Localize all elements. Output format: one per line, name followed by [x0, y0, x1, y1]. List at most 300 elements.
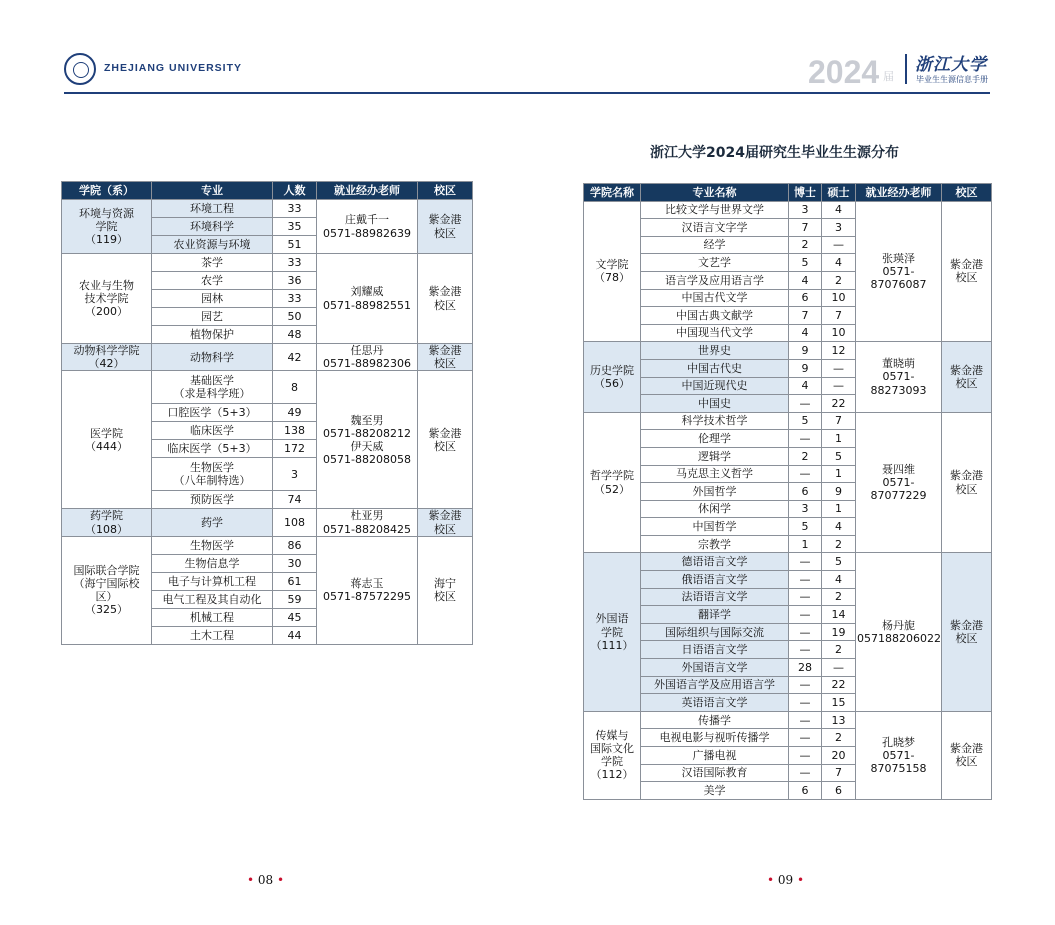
major-cell: 国际组织与国际交流 [641, 623, 789, 641]
campus-cell [418, 254, 473, 344]
college-cell [62, 536, 152, 644]
cell-text: 0571-87572295 [323, 590, 411, 604]
cell-text: 电子与计算机工程 [168, 574, 256, 588]
major-cell: 世界史 [641, 342, 789, 360]
cell-text: 国际联合学院 [73, 563, 140, 577]
cell-text: 基础医学 [190, 374, 234, 388]
college-cell [62, 509, 152, 536]
cell-text: 预防医学 [190, 493, 234, 507]
phd-count-cell: 7 [789, 219, 822, 237]
master-count-cell: 7 [822, 307, 856, 325]
major-cell [152, 254, 273, 272]
cell-text: 生物医学 [190, 461, 234, 475]
count-cell: 42 [273, 344, 317, 371]
master-count-cell: 9 [822, 483, 856, 501]
cell-text: 生物信息学 [184, 556, 240, 570]
cell-text: 孔晓梦 [882, 735, 915, 749]
master-count-cell: 6 [822, 782, 856, 800]
phd-count-cell: 9 [789, 359, 822, 377]
cell-text: 紫金港 [428, 426, 462, 440]
cell-text: 杜亚男 [350, 509, 384, 523]
page-dot-icon: • [247, 873, 255, 887]
major-cell: 宗教学 [641, 535, 789, 553]
master-count-cell: 5 [822, 447, 856, 465]
major-cell [152, 422, 273, 440]
major-cell: 英语语言文学 [641, 694, 789, 712]
phd-count-cell: — [789, 641, 822, 659]
cell-text: 校区 [434, 298, 456, 312]
count-cell: 36 [273, 272, 317, 290]
university-name: ZHEJIANG UNIVERSITY [104, 62, 243, 74]
major-cell: 逻辑学 [641, 447, 789, 465]
major-cell [152, 371, 273, 404]
campus-cell [942, 201, 992, 342]
campus-cell [418, 200, 473, 254]
cell-text: 057188206022 [857, 632, 941, 646]
major-cell [152, 458, 273, 491]
cell-text: 校区 [955, 271, 978, 285]
contact-cell [856, 342, 942, 412]
cell-text: 聂四维 [882, 462, 915, 476]
master-count-cell: 14 [822, 606, 856, 624]
cell-text: 0571-87075158 [870, 748, 927, 775]
major-cell: 翻译学 [641, 606, 789, 624]
page-title: 浙江大学2024届研究生毕业生生源分布 [650, 145, 899, 161]
count-cell: 35 [273, 218, 317, 236]
cell-text: 0571-88982306 [323, 357, 411, 371]
count-cell: 61 [273, 572, 317, 590]
phd-count-cell: 5 [789, 518, 822, 536]
cell-text: 哲学学院 [590, 469, 634, 483]
count-cell: 33 [273, 254, 317, 272]
cell-text: 蒋志玉 [350, 577, 384, 591]
college-cell [584, 201, 641, 342]
master-count-cell: 1 [822, 500, 856, 518]
phd-count-cell: — [789, 764, 822, 782]
major-cell: 中国哲学 [641, 518, 789, 536]
phd-count-cell: 5 [789, 254, 822, 272]
cell-text: 校区 [955, 632, 978, 646]
major-cell [152, 404, 273, 422]
cell-text: 园艺 [201, 309, 223, 323]
cell-text: （求是科学班） [173, 387, 251, 401]
cell-text: 0571-88273093 [870, 370, 927, 397]
master-count-cell: 2 [822, 641, 856, 659]
cell-text: 临床医学 [190, 424, 234, 438]
phd-count-cell: 6 [789, 289, 822, 307]
cell-text: 0571-88982639 [323, 226, 411, 240]
cell-text: （112） [590, 768, 634, 782]
major-cell: 广播电视 [641, 747, 789, 765]
phd-count-cell: 4 [789, 271, 822, 289]
right-distribution-table [583, 183, 992, 800]
major-cell [152, 608, 273, 626]
count-cell: 44 [273, 626, 317, 644]
cell-text: （52） [594, 482, 630, 496]
column-header: 学院（系） [62, 182, 152, 200]
column-header: 校区 [942, 184, 992, 202]
cell-text: 紫金港 [428, 285, 462, 299]
cell-text: 外国语 [595, 612, 629, 626]
cell-text: 校区 [955, 377, 978, 391]
major-cell: 汉语国际教育 [641, 764, 789, 782]
count-cell: 33 [273, 200, 317, 218]
column-header: 博士 [789, 184, 822, 202]
master-count-cell: 12 [822, 342, 856, 360]
major-cell [152, 590, 273, 608]
master-count-cell: 1 [822, 465, 856, 483]
master-count-cell: 10 [822, 289, 856, 307]
column-header: 就业经办老师 [856, 184, 942, 202]
major-cell: 汉语言文字学 [641, 219, 789, 237]
count-cell: 30 [273, 554, 317, 572]
major-cell: 比较文学与世界文学 [641, 201, 789, 219]
major-cell [152, 626, 273, 644]
cell-text: 环境科学 [190, 219, 234, 233]
cell-text: 紫金港 [950, 618, 983, 632]
count-cell: 51 [273, 236, 317, 254]
column-header: 校区 [418, 182, 473, 200]
campus-cell [942, 412, 992, 553]
campus-cell [942, 342, 992, 412]
phd-count-cell: 6 [789, 782, 822, 800]
count-cell: 138 [273, 422, 317, 440]
column-header: 专业 [152, 182, 273, 200]
major-cell: 电视电影与视听传播学 [641, 729, 789, 747]
table-header-row [584, 184, 992, 202]
master-count-cell: 22 [822, 676, 856, 694]
phd-count-cell: — [789, 606, 822, 624]
master-count-cell: 4 [822, 254, 856, 272]
table-header-row [62, 182, 473, 200]
cell-text: 刘耀威 [350, 285, 384, 299]
master-count-cell: 3 [822, 219, 856, 237]
major-cell: 外国语言学及应用语言学 [641, 676, 789, 694]
master-count-cell: — [822, 377, 856, 395]
cell-text: 0571-88208425 [323, 522, 411, 536]
major-cell [152, 272, 273, 290]
major-cell [152, 218, 273, 236]
cell-text: （325） [85, 603, 128, 617]
column-header: 学院名称 [584, 184, 641, 202]
cell-text: 环境与资源 [79, 206, 134, 220]
cell-text: 0571-87076087 [870, 264, 927, 292]
college-cell [584, 412, 641, 553]
major-cell [152, 326, 273, 344]
campus-cell [418, 371, 473, 509]
campus-cell [418, 344, 473, 371]
major-cell: 日语语言文学 [641, 641, 789, 659]
phd-count-cell: 3 [789, 500, 822, 518]
column-header: 硕士 [822, 184, 856, 202]
count-cell: 50 [273, 308, 317, 326]
major-cell: 科学技术哲学 [641, 412, 789, 430]
table-row [62, 509, 473, 536]
count-cell: 59 [273, 590, 317, 608]
cell-text: 农业与生物 [79, 278, 134, 292]
phd-count-cell: 4 [789, 324, 822, 342]
contact-cell [317, 344, 418, 371]
cell-text: 张瑛泽 [882, 251, 915, 265]
cell-text: 紫金港 [950, 469, 983, 483]
page-dot-icon: • [797, 873, 805, 887]
cell-text: 医学院 [90, 426, 123, 440]
college-cell [62, 254, 152, 344]
major-cell [152, 509, 273, 536]
master-count-cell: 13 [822, 711, 856, 729]
major-cell: 中国古典文献学 [641, 307, 789, 325]
cell-text: 校区 [955, 755, 978, 769]
cell-text: 0571-87077229 [870, 476, 927, 503]
phd-count-cell: 2 [789, 236, 822, 254]
count-cell: 8 [273, 371, 317, 404]
contact-cell [856, 553, 942, 711]
major-cell: 伦理学 [641, 430, 789, 448]
table-row [62, 200, 473, 218]
phd-count-cell: 7 [789, 307, 822, 325]
phd-count-cell: 1 [789, 535, 822, 553]
cell-text: 紫金港 [428, 344, 462, 357]
cell-text: （56） [594, 377, 630, 391]
count-cell: 3 [273, 458, 317, 491]
header-separator [905, 54, 907, 84]
master-count-cell: 2 [822, 588, 856, 606]
campus-cell [418, 536, 473, 644]
master-count-cell: 2 [822, 729, 856, 747]
master-count-cell: 15 [822, 694, 856, 712]
major-cell [152, 200, 273, 218]
contact-cell [317, 371, 418, 509]
table-row [62, 344, 473, 371]
master-count-cell: 2 [822, 271, 856, 289]
cell-text: 学院 [95, 219, 118, 233]
cell-text: （108） [85, 522, 128, 536]
cell-text: 动物科学学院 [73, 344, 140, 357]
major-cell: 外国语言文学 [641, 659, 789, 677]
major-cell: 外国哲学 [641, 483, 789, 501]
cell-text: 紫金港 [950, 258, 983, 272]
page-dot-icon: • [767, 873, 775, 887]
cell-text: 董晓萌 [882, 357, 915, 371]
major-cell [152, 290, 273, 308]
count-cell: 45 [273, 608, 317, 626]
master-count-cell: 1 [822, 430, 856, 448]
phd-count-cell: — [789, 553, 822, 571]
contact-cell [856, 201, 942, 342]
cell-text: 机械工程 [190, 610, 234, 624]
major-cell: 语言学及应用语言学 [641, 271, 789, 289]
left-distribution-table [61, 181, 473, 645]
cell-text: 土木工程 [190, 628, 234, 642]
college-cell [62, 344, 152, 371]
cell-text: 校区 [955, 482, 978, 496]
cell-text: 魏至男 [350, 413, 384, 427]
cell-text: 历史学院 [590, 363, 634, 377]
cell-text: 任思丹 [350, 344, 384, 357]
campus-cell [418, 509, 473, 536]
phd-count-cell: — [789, 588, 822, 606]
count-cell: 172 [273, 440, 317, 458]
table-row [584, 342, 992, 360]
count-cell: 33 [273, 290, 317, 308]
major-cell [152, 308, 273, 326]
major-cell: 中国古代文学 [641, 289, 789, 307]
table-row [584, 711, 992, 729]
major-cell: 中国古代史 [641, 359, 789, 377]
cell-text: 技术学院 [84, 291, 129, 305]
table-row [584, 201, 992, 219]
cell-text: （42） [88, 357, 125, 371]
cell-text: 庄戴千一 [345, 213, 389, 227]
cell-text: 环境工程 [190, 201, 234, 215]
cell-text: 紫金港 [428, 213, 462, 227]
master-count-cell: 22 [822, 395, 856, 413]
master-count-cell: 5 [822, 553, 856, 571]
phd-count-cell: — [789, 747, 822, 765]
major-cell: 马克思主义哲学 [641, 465, 789, 483]
cell-text: 学院 [601, 755, 623, 769]
cell-text: 文学院 [595, 258, 629, 272]
major-cell [152, 440, 273, 458]
header-rule [64, 92, 990, 94]
major-cell: 俄语语言文学 [641, 571, 789, 589]
phd-count-cell: — [789, 729, 822, 747]
phd-count-cell: — [789, 465, 822, 483]
phd-count-cell: 4 [789, 377, 822, 395]
college-cell [584, 553, 641, 711]
campus-cell [942, 553, 992, 711]
cell-text: 0571-88208058 [323, 453, 411, 467]
major-cell: 法语语言文学 [641, 588, 789, 606]
cell-text: 临床医学（5+3） [167, 442, 257, 456]
contact-cell [317, 509, 418, 536]
master-count-cell: 7 [822, 764, 856, 782]
page-number-text: 09 [777, 873, 794, 887]
master-count-cell: — [822, 359, 856, 377]
master-count-cell: 2 [822, 535, 856, 553]
cell-text: 校区 [434, 590, 456, 604]
major-cell: 德语语言文学 [641, 553, 789, 571]
phd-count-cell: 3 [789, 201, 822, 219]
contact-cell [317, 536, 418, 644]
cell-text: 学院 [601, 625, 623, 639]
phd-count-cell: 6 [789, 483, 822, 501]
cell-text: （八年制特选） [173, 474, 251, 488]
cell-text: 伊天威 [350, 439, 384, 453]
master-count-cell: 7 [822, 412, 856, 430]
cell-text: 茶学 [201, 255, 223, 269]
cell-text: 农学 [201, 273, 223, 287]
master-count-cell: 4 [822, 518, 856, 536]
major-cell: 文艺学 [641, 254, 789, 272]
major-cell: 中国史 [641, 395, 789, 413]
phd-count-cell: 9 [789, 342, 822, 360]
college-cell [584, 711, 641, 799]
master-count-cell: 10 [822, 324, 856, 342]
cell-text: 生物医学 [190, 538, 234, 552]
column-header: 人数 [273, 182, 317, 200]
major-cell: 美学 [641, 782, 789, 800]
major-cell: 休闲学 [641, 500, 789, 518]
handbook-subtitle: 毕业生生源信息手册 [916, 75, 988, 84]
cell-text: （海宁国际校区） [73, 577, 140, 604]
phd-count-cell: — [789, 711, 822, 729]
brand-calligraphy: 浙江大学 [915, 55, 987, 75]
cell-text: 药学 [201, 515, 223, 529]
major-cell [152, 491, 273, 509]
page-number-text: 08 [257, 873, 274, 887]
cell-text: 紫金港 [428, 509, 462, 523]
left-page-number [247, 873, 284, 887]
phd-count-cell: 2 [789, 447, 822, 465]
phd-count-cell: — [789, 395, 822, 413]
cell-text: 杨丹旎 [882, 618, 915, 632]
cell-text: 校区 [434, 226, 456, 240]
college-cell [62, 371, 152, 509]
phd-count-cell: — [789, 571, 822, 589]
page-dot-icon: • [277, 873, 285, 887]
master-count-cell: 4 [822, 571, 856, 589]
cell-text: 电气工程及其自动化 [162, 592, 262, 606]
cell-text: 传媒与 [595, 728, 629, 742]
master-count-cell: — [822, 659, 856, 677]
college-cell [584, 342, 641, 412]
count-cell: 108 [273, 509, 317, 536]
master-count-cell: 20 [822, 747, 856, 765]
cell-text: 口腔医学（5+3） [167, 406, 257, 420]
phd-count-cell: 5 [789, 412, 822, 430]
table-row [584, 553, 992, 571]
table-row [584, 412, 992, 430]
cell-text: 0571-88208212 [323, 426, 411, 440]
major-cell: 传播学 [641, 711, 789, 729]
count-cell: 86 [273, 536, 317, 554]
cell-text: （111） [590, 638, 634, 652]
column-header: 就业经办老师 [317, 182, 418, 200]
table-row [62, 536, 473, 554]
cell-text: 国际文化 [590, 742, 634, 756]
phd-count-cell: — [789, 430, 822, 448]
contact-cell [856, 711, 942, 799]
major-cell [152, 554, 273, 572]
college-cell [62, 200, 152, 254]
right-page-number [767, 873, 804, 887]
contact-cell [317, 254, 418, 344]
cell-text: 海宁 [434, 577, 456, 591]
cell-text: 药学院 [90, 509, 123, 523]
column-header: 专业名称 [641, 184, 789, 202]
major-cell: 中国近现代史 [641, 377, 789, 395]
phd-count-cell: — [789, 676, 822, 694]
major-cell [152, 536, 273, 554]
cell-text: （78） [594, 271, 630, 285]
phd-count-cell: — [789, 694, 822, 712]
master-count-cell: 4 [822, 201, 856, 219]
cell-text: 校区 [434, 439, 456, 453]
major-cell: 中国现当代文学 [641, 324, 789, 342]
table-row [62, 254, 473, 272]
campus-cell [942, 711, 992, 799]
count-cell: 48 [273, 326, 317, 344]
cell-text: 紫金港 [950, 363, 983, 377]
contact-cell [317, 200, 418, 254]
master-count-cell: — [822, 236, 856, 254]
cell-text: （200） [85, 305, 128, 319]
cell-text: 农业资源与环境 [173, 237, 251, 251]
cell-text: （444） [85, 439, 128, 453]
table-row [62, 371, 473, 404]
cell-text: 校区 [434, 522, 456, 536]
